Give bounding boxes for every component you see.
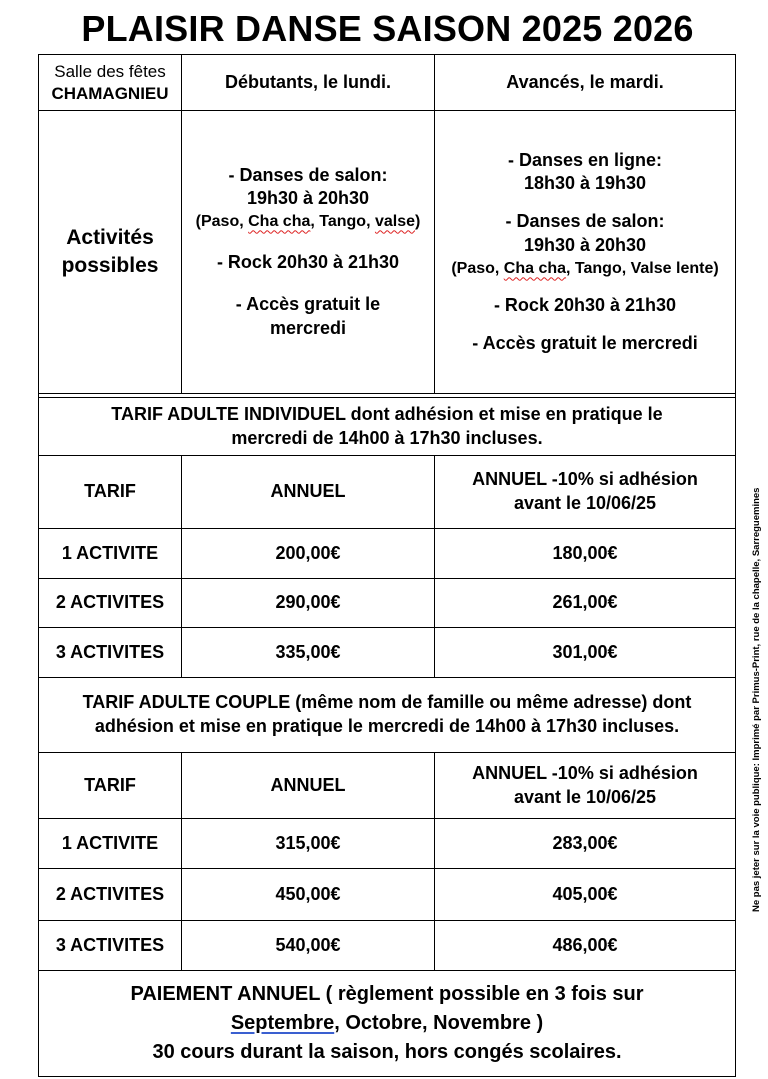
row-discount-price: 486,00€ — [552, 934, 618, 955]
advanced-salon-dances: (Paso, Cha cha, Tango, Valse lente) — [451, 260, 719, 278]
individual-tariff-banner — [39, 398, 735, 455]
individual-col-discount-line2: avant le 10/06/25 — [513, 493, 657, 513]
couple-col-discount-line2: avant le 10/06/25 — [513, 786, 657, 807]
payment-section — [39, 971, 735, 1076]
venue-name: Salle des fêtes — [54, 62, 166, 82]
row-label: 3 ACTIVITES — [55, 934, 165, 955]
individual-banner-line1: TARIF ADULTE INDIVIDUEL dont adhésion et mise en pratique le — [111, 403, 663, 424]
advanced-salon-title: - Danses de salon: — [505, 211, 665, 232]
beginners-header — [182, 55, 434, 110]
beginners-salon-title: - Danses de salon: — [228, 164, 388, 185]
couple-col-annuel-label: ANNUEL — [270, 774, 346, 795]
advanced-line-title: - Danses en ligne: — [507, 149, 663, 170]
beginners-rock: - Rock 20h30 à 21h30 — [216, 251, 400, 272]
advanced-salon-time: 19h30 à 20h30 — [523, 235, 647, 256]
row-discount-price: 180,00€ — [552, 542, 618, 563]
advanced-line-time: 18h30 à 19h30 — [523, 173, 647, 194]
individual-col-discount-line1: ANNUEL -10% si adhésion — [472, 469, 698, 490]
venue-town: CHAMAGNIEU — [51, 83, 169, 103]
row-label: 1 ACTIVITE — [61, 832, 159, 853]
advanced-free-access: - Accès gratuit le mercredi — [472, 332, 698, 353]
beginners-salon-time: 19h30 à 20h30 — [246, 188, 370, 209]
individual-col-annuel — [182, 456, 434, 528]
row-discount-price: 301,00€ — [552, 641, 618, 662]
couple-col-discount-line1: ANNUEL -10% si adhésion — [472, 762, 698, 783]
page-title: PLAISIR DANSE SAISON 2025 2026 — [81, 8, 694, 49]
row-annual-price: 290,00€ — [275, 592, 341, 613]
couple-col-tarif-label: TARIF — [84, 774, 136, 795]
row-discount-price: 405,00€ — [552, 883, 618, 904]
activities-label-line1: Activités — [66, 226, 154, 250]
row-discount-price: 261,00€ — [552, 592, 618, 613]
individual-col-discount — [435, 456, 735, 528]
couple-banner-line2: adhésion et mise en pratique le mercredi de 14h00 à 17h30 incluses. — [94, 716, 680, 736]
couple-col-tarif — [39, 753, 181, 818]
couple-tariff-banner — [39, 678, 735, 752]
advanced-activities — [435, 111, 735, 393]
venue-cell — [39, 55, 181, 110]
beginners-header-label: Débutants, le lundi. — [224, 71, 391, 92]
row-label: 2 ACTIVITES — [55, 592, 165, 613]
individual-banner-line2: mercredi de 14h00 à 17h30 incluses. — [231, 427, 543, 448]
couple-banner-line1: TARIF ADULTE COUPLE (même nom de famille ou même adresse) dont — [82, 692, 692, 713]
advanced-header-label: Avancés, le mardi. — [506, 71, 664, 92]
row-annual-price: 315,00€ — [275, 832, 341, 853]
couple-col-discount — [435, 753, 735, 818]
activities-label-line2: possibles — [61, 254, 159, 277]
row-annual-price: 335,00€ — [275, 641, 341, 662]
row-label: 2 ACTIVITES — [55, 883, 165, 904]
row-annual-price: 540,00€ — [275, 934, 341, 955]
beginners-salon-dances: (Paso, Cha cha, Tango, valse) — [195, 213, 421, 231]
row-annual-price: 450,00€ — [275, 883, 341, 904]
individual-col-tarif-label: TARIF — [84, 481, 136, 502]
couple-col-annuel — [182, 753, 434, 818]
row-label: 3 ACTIVITES — [55, 641, 165, 662]
beginners-free-access-1: - Accès gratuit le — [235, 293, 381, 314]
advanced-header — [435, 55, 735, 110]
printer-note: Ne pas jeter sur la voie publique: Imprimé par Primus-Print, rue de la chapelle, Sarreguemines — [751, 487, 762, 912]
beginners-free-access-2: mercredi — [269, 317, 347, 338]
payment-line3: 30 cours durant la saison, hors congés scolaires. — [152, 1041, 622, 1063]
advanced-rock: - Rock 20h30 à 21h30 — [493, 294, 677, 315]
row-label: 1 ACTIVITE — [61, 542, 159, 563]
individual-col-annuel-label: ANNUEL — [270, 481, 346, 502]
individual-col-tarif — [39, 456, 181, 528]
beginners-activities — [182, 111, 434, 393]
activities-label — [39, 111, 181, 393]
row-discount-price: 283,00€ — [552, 832, 618, 853]
payment-line1: PAIEMENT ANNUEL ( règlement possible en 3 fois sur — [130, 983, 644, 1005]
payment-line2: Septembre, Octobre, Novembre ) — [230, 1012, 544, 1034]
row-annual-price: 200,00€ — [275, 542, 341, 563]
